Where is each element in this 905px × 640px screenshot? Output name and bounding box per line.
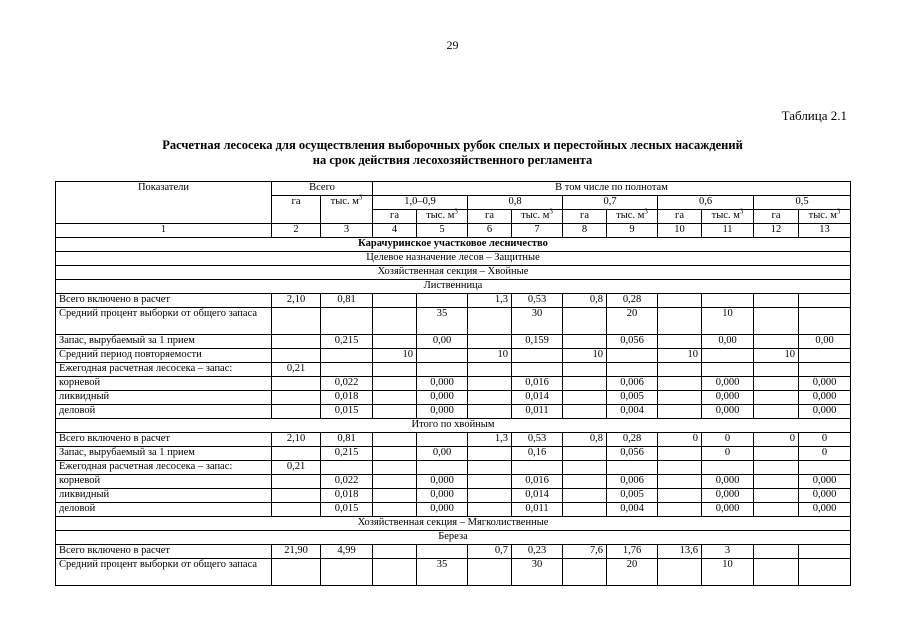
table-cell: 0 bbox=[799, 433, 851, 447]
table-cell: 0,00 bbox=[799, 335, 851, 349]
table-cell: 0,015 bbox=[321, 405, 373, 419]
table-cell bbox=[658, 489, 702, 503]
header-sub-ga: га bbox=[754, 210, 799, 224]
table-cell: 0,21 bbox=[272, 461, 321, 475]
table-cell bbox=[373, 294, 417, 308]
table-cell: 0,000 bbox=[702, 391, 754, 405]
table-cell: 0,000 bbox=[702, 377, 754, 391]
header-density-1: 1,0–0,9 bbox=[373, 196, 468, 210]
header-sub-ga: га bbox=[373, 210, 417, 224]
table-cell bbox=[563, 391, 607, 405]
lesoseka-table bbox=[55, 181, 851, 586]
table-cell bbox=[321, 349, 373, 363]
table-cell: 0,000 bbox=[799, 475, 851, 489]
section-heading-conifer: Хозяйственная секция – Хвойные bbox=[56, 266, 851, 280]
row-label: Средний процент выборки от общего запаса bbox=[56, 559, 272, 586]
row-label: Ежегодная расчетная лесосека – запас: bbox=[56, 363, 272, 377]
table-cell bbox=[468, 447, 512, 461]
total-heading-group bbox=[56, 419, 851, 433]
table-title bbox=[0, 138, 905, 168]
row-label: деловой bbox=[56, 405, 272, 419]
table-cell bbox=[658, 363, 702, 377]
table-cell: 0,000 bbox=[417, 391, 468, 405]
table-cell bbox=[563, 335, 607, 349]
table-cell bbox=[563, 363, 607, 377]
purpose-heading: Целевое назначение лесов – Защитные bbox=[56, 252, 851, 266]
table-cell bbox=[272, 489, 321, 503]
table-cell: 30 bbox=[512, 559, 563, 586]
header-sub-tys: тыс. $м^3$ bbox=[799, 210, 851, 224]
table-cell bbox=[272, 308, 321, 335]
row-label: ликвидный bbox=[56, 489, 272, 503]
table-cell: 0,000 bbox=[702, 503, 754, 517]
table-cell bbox=[563, 405, 607, 419]
row-label: ликвидный bbox=[56, 391, 272, 405]
header-density-3: 0,7 bbox=[563, 196, 658, 210]
table-cell bbox=[272, 559, 321, 586]
table-row bbox=[56, 433, 851, 447]
row-label: Всего включено в расчет bbox=[56, 545, 272, 559]
total-rows bbox=[56, 433, 851, 517]
table-cell bbox=[563, 447, 607, 461]
table-cell bbox=[512, 363, 563, 377]
table-cell bbox=[563, 308, 607, 335]
table-cell: 35 bbox=[417, 559, 468, 586]
table-cell bbox=[658, 294, 702, 308]
table-cell: 0,00 bbox=[417, 335, 468, 349]
table-cell bbox=[373, 503, 417, 517]
table-cell bbox=[754, 503, 799, 517]
table-row bbox=[56, 294, 851, 308]
table-cell bbox=[468, 489, 512, 503]
table-cell bbox=[417, 545, 468, 559]
table-cell bbox=[468, 391, 512, 405]
table-cell bbox=[373, 461, 417, 475]
table-cell bbox=[658, 559, 702, 586]
table-cell: 0,81 bbox=[321, 294, 373, 308]
table-head bbox=[56, 182, 851, 238]
table-cell bbox=[373, 489, 417, 503]
table-cell: 1,3 bbox=[468, 294, 512, 308]
table-cell bbox=[417, 461, 468, 475]
header-sub-tys: тыс. $м^3$ bbox=[417, 210, 468, 224]
header-sub-ga: га bbox=[658, 210, 702, 224]
table-cell: 10 bbox=[373, 349, 417, 363]
table-cell bbox=[754, 335, 799, 349]
table-row bbox=[56, 391, 851, 405]
table-cell: 4,99 bbox=[321, 545, 373, 559]
row-label: Ежегодная расчетная лесосека – запас: bbox=[56, 461, 272, 475]
header-sub-tys: тыс. $м^3$ bbox=[607, 210, 658, 224]
col-num: 10 bbox=[658, 224, 702, 238]
table-cell bbox=[321, 461, 373, 475]
table-cell: 1,3 bbox=[468, 433, 512, 447]
table-cell bbox=[563, 475, 607, 489]
table-cell bbox=[658, 503, 702, 517]
table-cell bbox=[468, 363, 512, 377]
table-cell: 0,011 bbox=[512, 405, 563, 419]
table-cell bbox=[799, 545, 851, 559]
table-cell: 0,7 bbox=[468, 545, 512, 559]
table-cell: 0,8 bbox=[563, 433, 607, 447]
col-num: 11 bbox=[702, 224, 754, 238]
table-cell bbox=[702, 363, 754, 377]
table-cell: 0,000 bbox=[799, 489, 851, 503]
table-cell bbox=[563, 489, 607, 503]
table-cell bbox=[272, 391, 321, 405]
table-cell bbox=[272, 349, 321, 363]
table-cell: 0,53 bbox=[512, 294, 563, 308]
table-cell bbox=[468, 377, 512, 391]
table-cell: 3 bbox=[702, 545, 754, 559]
table-cell bbox=[563, 377, 607, 391]
header-ga: га bbox=[272, 196, 321, 224]
col-num: 9 bbox=[607, 224, 658, 238]
header-density-4: 0,6 bbox=[658, 196, 754, 210]
table-cell: 1,76 bbox=[607, 545, 658, 559]
table-cell: 0,011 bbox=[512, 503, 563, 517]
table-cell: 0,018 bbox=[321, 391, 373, 405]
table-cell: 0,016 bbox=[512, 475, 563, 489]
table-cell: 0,005 bbox=[607, 489, 658, 503]
table-cell: 0,000 bbox=[799, 405, 851, 419]
table-cell: 0,006 bbox=[607, 475, 658, 489]
table-label: Таблица 2.1 bbox=[781, 108, 847, 123]
header-sub-ga: га bbox=[468, 210, 512, 224]
table-cell: 0,000 bbox=[417, 405, 468, 419]
table-cell: 20 bbox=[607, 308, 658, 335]
table-cell: 21,90 bbox=[272, 545, 321, 559]
table-row bbox=[56, 335, 851, 349]
table-cell bbox=[702, 349, 754, 363]
table-cell: 0,056 bbox=[607, 335, 658, 349]
table-cell bbox=[321, 308, 373, 335]
table-cell: 0,159 bbox=[512, 335, 563, 349]
header-tys: тыс. $м^3$ bbox=[321, 196, 373, 224]
table-cell bbox=[754, 461, 799, 475]
table-cell: 0,015 bbox=[321, 503, 373, 517]
table-cell bbox=[373, 335, 417, 349]
table-cell bbox=[658, 461, 702, 475]
table-cell: 0,8 bbox=[563, 294, 607, 308]
table-cell bbox=[658, 308, 702, 335]
table-cell bbox=[417, 433, 468, 447]
table-cell bbox=[754, 475, 799, 489]
table-cell bbox=[658, 475, 702, 489]
table-cell bbox=[468, 405, 512, 419]
table-body bbox=[56, 238, 851, 294]
table-cell: 0,004 bbox=[607, 503, 658, 517]
table-cell: 0,00 bbox=[417, 447, 468, 461]
table-cell: 0,000 bbox=[702, 405, 754, 419]
header-indicators: Показатели bbox=[56, 182, 272, 224]
table-cell: 0,005 bbox=[607, 391, 658, 405]
table-cell bbox=[417, 363, 468, 377]
table-cell: 13,6 bbox=[658, 545, 702, 559]
table-cell: 0,16 bbox=[512, 447, 563, 461]
species-heading-birch: Береза bbox=[56, 531, 851, 545]
table-cell bbox=[512, 349, 563, 363]
table-row bbox=[56, 349, 851, 363]
table-cell: 0,28 bbox=[607, 433, 658, 447]
table-cell: 0,000 bbox=[417, 503, 468, 517]
table-cell: 30 bbox=[512, 308, 563, 335]
table-cell: 0 bbox=[702, 433, 754, 447]
table-cell bbox=[563, 559, 607, 586]
table-cell bbox=[799, 349, 851, 363]
table-cell: 0,000 bbox=[702, 489, 754, 503]
table-cell: 0,000 bbox=[417, 475, 468, 489]
table-cell bbox=[272, 335, 321, 349]
table-cell: 10 bbox=[658, 349, 702, 363]
table-cell bbox=[373, 391, 417, 405]
table-cell: 0,004 bbox=[607, 405, 658, 419]
table-cell bbox=[373, 405, 417, 419]
table-cell: 20 bbox=[607, 559, 658, 586]
table-cell bbox=[373, 433, 417, 447]
table-cell bbox=[373, 308, 417, 335]
col-num: 12 bbox=[754, 224, 799, 238]
table-cell bbox=[754, 391, 799, 405]
table-cell bbox=[373, 363, 417, 377]
header-sub-tys: тыс. $м^3$ bbox=[702, 210, 754, 224]
table-cell: 10 bbox=[468, 349, 512, 363]
table-cell bbox=[373, 545, 417, 559]
table-cell: 10 bbox=[754, 349, 799, 363]
table-row bbox=[56, 489, 851, 503]
table-cell bbox=[799, 363, 851, 377]
table-cell bbox=[563, 503, 607, 517]
col-num: 6 bbox=[468, 224, 512, 238]
col-num: 4 bbox=[373, 224, 417, 238]
table-cell bbox=[658, 377, 702, 391]
table-row bbox=[56, 308, 851, 335]
table-cell: 0,016 bbox=[512, 377, 563, 391]
table-cell bbox=[754, 308, 799, 335]
table-cell: 0,23 bbox=[512, 545, 563, 559]
larch-rows bbox=[56, 294, 851, 419]
header-density-2: 0,8 bbox=[468, 196, 563, 210]
table-cell: 0,215 bbox=[321, 335, 373, 349]
table-cell bbox=[658, 391, 702, 405]
table-cell: 0,014 bbox=[512, 391, 563, 405]
table-row bbox=[56, 447, 851, 461]
col-num: 5 bbox=[417, 224, 468, 238]
col-num: 1 bbox=[56, 224, 272, 238]
birch-rows bbox=[56, 545, 851, 586]
col-num: 3 bbox=[321, 224, 373, 238]
header-incl: В том числе по полнотам bbox=[373, 182, 851, 196]
table-cell bbox=[754, 559, 799, 586]
species-heading-larch: Лиственница bbox=[56, 280, 851, 294]
table-cell: 2,10 bbox=[272, 294, 321, 308]
table-row bbox=[56, 503, 851, 517]
table-cell bbox=[468, 335, 512, 349]
table-cell: 0,000 bbox=[799, 377, 851, 391]
table-cell bbox=[799, 461, 851, 475]
table-cell bbox=[468, 308, 512, 335]
table-cell bbox=[799, 308, 851, 335]
table-row bbox=[56, 559, 851, 586]
table-cell: 0,215 bbox=[321, 447, 373, 461]
table-cell bbox=[799, 559, 851, 586]
table-cell bbox=[272, 503, 321, 517]
table-cell bbox=[417, 349, 468, 363]
row-label: Всего включено в расчет bbox=[56, 294, 272, 308]
header-density-5: 0,5 bbox=[754, 196, 851, 210]
header-total: Всего bbox=[272, 182, 373, 196]
title-line-1: Расчетная лесосека для осуществления выборочных рубок спелых и перестойных лесных насаждений bbox=[162, 138, 743, 152]
page-number: 29 bbox=[446, 38, 459, 52]
table-cell: 0 bbox=[799, 447, 851, 461]
col-num: 13 bbox=[799, 224, 851, 238]
table-cell: 0,022 bbox=[321, 475, 373, 489]
table-row bbox=[56, 405, 851, 419]
table-cell bbox=[563, 461, 607, 475]
table-row bbox=[56, 363, 851, 377]
table-cell bbox=[272, 475, 321, 489]
table-cell: 0,056 bbox=[607, 447, 658, 461]
table-cell bbox=[468, 461, 512, 475]
table-cell: 0,006 bbox=[607, 377, 658, 391]
table-cell bbox=[754, 489, 799, 503]
table-cell bbox=[702, 294, 754, 308]
table-cell: 0,28 bbox=[607, 294, 658, 308]
table-cell bbox=[373, 475, 417, 489]
table-cell: 0,018 bbox=[321, 489, 373, 503]
col-num: 8 bbox=[563, 224, 607, 238]
row-label: Средний период повторяемости bbox=[56, 349, 272, 363]
row-label: корневой bbox=[56, 377, 272, 391]
row-label: Средний процент выборки от общего запаса bbox=[56, 308, 272, 335]
table-cell: 0,000 bbox=[417, 377, 468, 391]
table-cell bbox=[754, 363, 799, 377]
table-cell bbox=[754, 405, 799, 419]
table-cell: 10 bbox=[702, 559, 754, 586]
table-cell: 2,10 bbox=[272, 433, 321, 447]
row-label: корневой bbox=[56, 475, 272, 489]
table-cell: 0,022 bbox=[321, 377, 373, 391]
table-cell bbox=[607, 461, 658, 475]
table-cell: 0 bbox=[702, 447, 754, 461]
table-cell: 0,000 bbox=[799, 391, 851, 405]
table-row bbox=[56, 475, 851, 489]
table-cell bbox=[658, 405, 702, 419]
table-cell bbox=[373, 559, 417, 586]
table-cell bbox=[468, 559, 512, 586]
table-cell bbox=[373, 377, 417, 391]
table-cell bbox=[799, 294, 851, 308]
table-cell bbox=[754, 545, 799, 559]
table-cell bbox=[658, 447, 702, 461]
row-label: Запас, вырубаемый за 1 прием bbox=[56, 447, 272, 461]
col-num: 7 bbox=[512, 224, 563, 238]
table-cell: 0,81 bbox=[321, 433, 373, 447]
table-cell: 0,53 bbox=[512, 433, 563, 447]
table-row bbox=[56, 377, 851, 391]
header-sub-tys: тыс. $м^3$ bbox=[512, 210, 563, 224]
table-cell bbox=[607, 349, 658, 363]
table-cell bbox=[468, 503, 512, 517]
total-conifer-heading: Итого по хвойным bbox=[56, 419, 851, 433]
table-cell: 0,014 bbox=[512, 489, 563, 503]
table-cell bbox=[272, 447, 321, 461]
table-cell bbox=[754, 377, 799, 391]
table-row bbox=[56, 545, 851, 559]
table-row bbox=[56, 461, 851, 475]
table-cell: 0 bbox=[658, 433, 702, 447]
row-label: Запас, вырубаемый за 1 прием bbox=[56, 335, 272, 349]
row-label: деловой bbox=[56, 503, 272, 517]
table-cell: 10 bbox=[702, 308, 754, 335]
table-cell: 35 bbox=[417, 308, 468, 335]
table-cell bbox=[512, 461, 563, 475]
table-cell bbox=[321, 363, 373, 377]
table-cell bbox=[321, 559, 373, 586]
forestry-heading: Карачуринское участковое лесничество bbox=[56, 238, 851, 252]
table-cell: 7,6 bbox=[563, 545, 607, 559]
table-cell: 0,00 bbox=[702, 335, 754, 349]
row-label: Всего включено в расчет bbox=[56, 433, 272, 447]
table-cell bbox=[272, 405, 321, 419]
table-cell bbox=[702, 461, 754, 475]
table-cell bbox=[754, 447, 799, 461]
table-cell bbox=[417, 294, 468, 308]
table-cell: 0,000 bbox=[417, 489, 468, 503]
table-cell bbox=[373, 447, 417, 461]
table-cell: 0,000 bbox=[702, 475, 754, 489]
table-cell: 0,21 bbox=[272, 363, 321, 377]
soft-heading-group bbox=[56, 517, 851, 545]
title-line-2: на срок действия лесохозяйственного регламента bbox=[312, 153, 593, 167]
table-cell bbox=[272, 377, 321, 391]
table-cell bbox=[754, 294, 799, 308]
table-cell bbox=[658, 335, 702, 349]
table-cell bbox=[468, 475, 512, 489]
col-num: 2 bbox=[272, 224, 321, 238]
table-cell: 10 bbox=[563, 349, 607, 363]
table-cell bbox=[607, 363, 658, 377]
table-cell: 0 bbox=[754, 433, 799, 447]
table-cell: 0,000 bbox=[799, 503, 851, 517]
header-sub-ga: га bbox=[563, 210, 607, 224]
section-heading-softwood: Хозяйственная секция – Мягколиственные bbox=[56, 517, 851, 531]
